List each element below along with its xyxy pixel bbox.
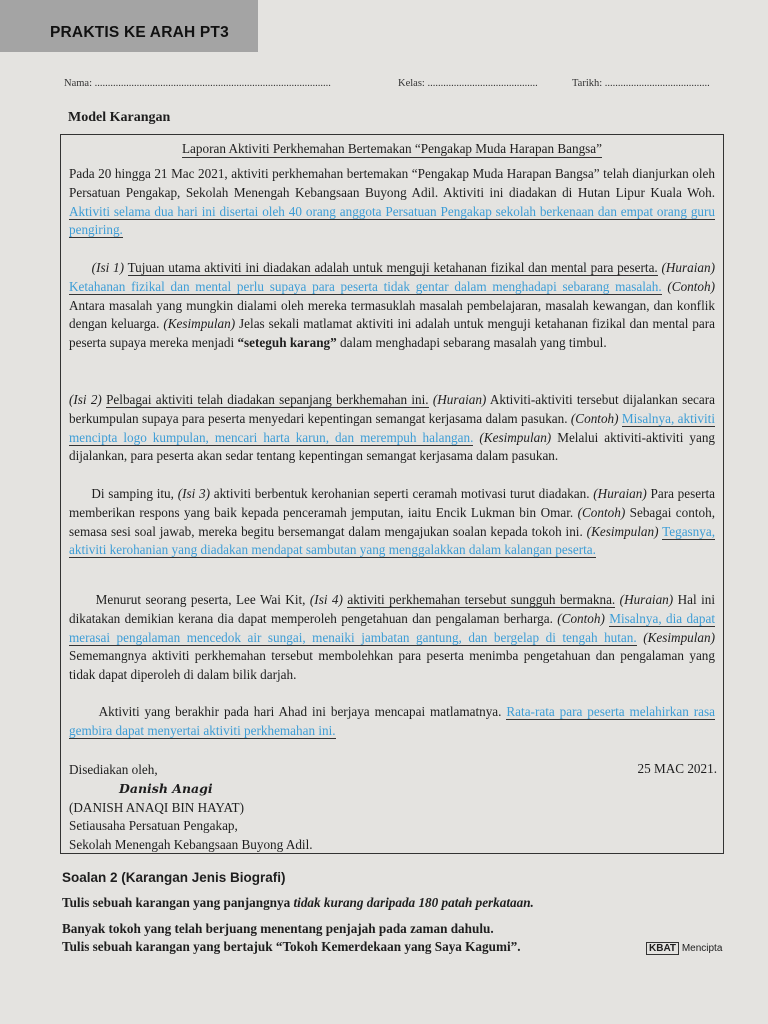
paragraph-3: (Isi 2) Pelbagai aktiviti telah diadakan sepanjang berkhemahan ini. (Huraian) Aktiviti-aktiviti tersebut dijalankan secara berkumpulan supaya para peserta menyedari kepentingan semangat kerjasama dalam pasukan. (Contoh) Misalnya, aktiviti mencipta logo kumpulan, mencari harta karun, dan merempuh halangan. (Kesimpulan) Melalui aktiviti-aktiviti yang dijalankan, para peserta akan sedar tentang kepentingan semangat kerjasama dalam pasukan.	[69, 392, 716, 464]
blue-answer: Misalnya, dia dapat merasai pengalaman mencedok air sungai, menaiki jambatan gantung, dan bergelap di tengah hutan.	[69, 610, 716, 645]
kbat-badge: KBAT	[646, 942, 679, 955]
tarikh-field[interactable]: Tarikh: ........................................	[572, 78, 710, 89]
paragraph-5: Menurut seorang peserta, Lee Wai Kit, (Isi 4) aktiviti perkhemahan tersebut sungguh bermakna. (Huraian) Hal ini dikatakan demikian kerana dia dapat memperoleh pengetahuan dan pengalaman berharga. (Contoh) Misalnya, dia dapat merasai pengalaman mencedok air sungai, menaiki jambatan gantung, dan bergelap di tengah hutan. (Kesimpulan) Sememangnya aktiviti perkhemahan tersebut membolehkan para peserta menimba pengetahuan dan pengalaman yang tidak dapat diperoleh di dalam bilik darjah.	[69, 592, 716, 683]
kbat-tag: KBAT Mencipta	[646, 943, 722, 954]
student-fields	[64, 78, 728, 96]
question-line-2: Banyak tokoh yang telah berjuang menentang penjajah pada zaman dahulu.	[62, 921, 494, 936]
paragraph-1: Pada 20 hingga 21 Mac 2021, aktiviti perkhemahan bertemakan “Pengakap Muda Harapan Bangsa” telah dianjurkan oleh Persatuan Pengakap, Sekolah Menengah Kebangsaan Buyong Adil. Aktiviti ini diadakan di Hutan Lipur Kuala Woh. Aktiviti selama dua hari ini disertai oleh 40 orang anggota Persatuan Pengakap sekolah berkenaan dan empat orang guru pengiring.	[69, 166, 715, 238]
header-title: PRAKTIS KE ARAH PT3	[50, 24, 229, 41]
kelas-field[interactable]: Kelas: ..........................................	[398, 78, 538, 89]
question-line-3: Tulis sebuah karangan yang bertajuk “Tokoh Kemerdekaan yang Saya Kagumi”.	[62, 939, 521, 954]
question-title: Soalan 2 (Karangan Jenis Biografi)	[62, 870, 286, 885]
signature-block: Disediakan oleh, Danish Anagi (DANISH ANAQI BIN HAYAT) Setiausaha Persatuan Pengakap, Sekolah Menengah Kebangsaan Buyong Adil.	[69, 762, 313, 853]
paragraph-2: (Isi 1) Tujuan utama aktiviti ini diadakan adalah untuk menguji ketahanan fizikal dan mental para peserta. (Huraian) Ketahanan fizikal dan mental perlu supaya para peserta tidak gentar dalam menghadapi sebarang masalah. (Contoh) Antara masalah yang mungkin dialami oleh mereka termasuklah masalah pembelajaran, masalah kewangan, dan konflik dengan keluarga. (Kesimpulan) Jelas sekali matlamat aktiviti ini adalah untuk menguji ketahanan fizikal dan mental para peserta supaya mereka menjadi “seteguh karang” dalam menghadapi sebarang masalah yang timbul.	[69, 260, 716, 351]
model-essay-box	[60, 134, 724, 854]
blue-answer: Tegasnya, aktiviti kerohanian yang diadakan mendapat sambutan yang menggalakkan dalam kalangan peserta.	[69, 523, 716, 558]
blue-answer: Rata-rata para peserta melahirkan rasa gembira dapat menyertai aktiviti perkhemahan ini.	[69, 704, 716, 738]
nama-field[interactable]: Nama: ..........................................................................................	[64, 78, 331, 89]
header-tab	[0, 0, 258, 52]
section-title: Model Karangan	[68, 110, 171, 125]
paragraph-4: Di samping itu, (Isi 3) aktiviti berbentuk kerohanian seperti ceramah motivasi turut diadakan. (Huraian) Para peserta memberikan respons yang baik kepada penceramah jemputan, iaitu Encik Lukman bin Omar. (Contoh) Sebagai contoh, semasa sesi soal jawab, mereka begitu bersemangat dalam mengajukan soalan kepada tokoh ini. (Kesimpulan) Tegasnya, aktiviti kerohanian yang diadakan mendapat sambutan yang menggalakkan dalam kalangan peserta.	[69, 486, 716, 558]
question-line-1: Tulis sebuah karangan yang panjangnya tidak kurang daripada 180 patah perkataan.	[62, 895, 534, 910]
blue-answer: Misalnya, aktiviti mencipta logo kumpulan, mencari harta karun, dan merempuh halangan.	[69, 410, 715, 445]
blue-answer: Ketahanan fizikal dan mental perlu supaya para peserta tidak gentar dalam menghadapi sebarang masalah.	[69, 278, 662, 294]
report-date: 25 MAC 2021.	[637, 761, 717, 776]
blue-answer: Aktiviti selama dua hari ini disertai oleh 40 orang anggota Persatuan Pengakap sekolah berkenaan dan empat orang guru pengiring.	[69, 203, 715, 238]
report-title: Laporan Aktiviti Perkhemahan Bertemakan “Pengakap Muda Harapan Bangsa”	[181, 141, 603, 156]
signature: Danish Anagi	[119, 780, 213, 796]
paragraph-6: Aktiviti yang berakhir pada hari Ahad ini berjaya mencapai matlamatnya. Rata-rata para peserta melahirkan rasa gembira dapat menyertai aktiviti perkhemahan ini.	[69, 704, 716, 738]
